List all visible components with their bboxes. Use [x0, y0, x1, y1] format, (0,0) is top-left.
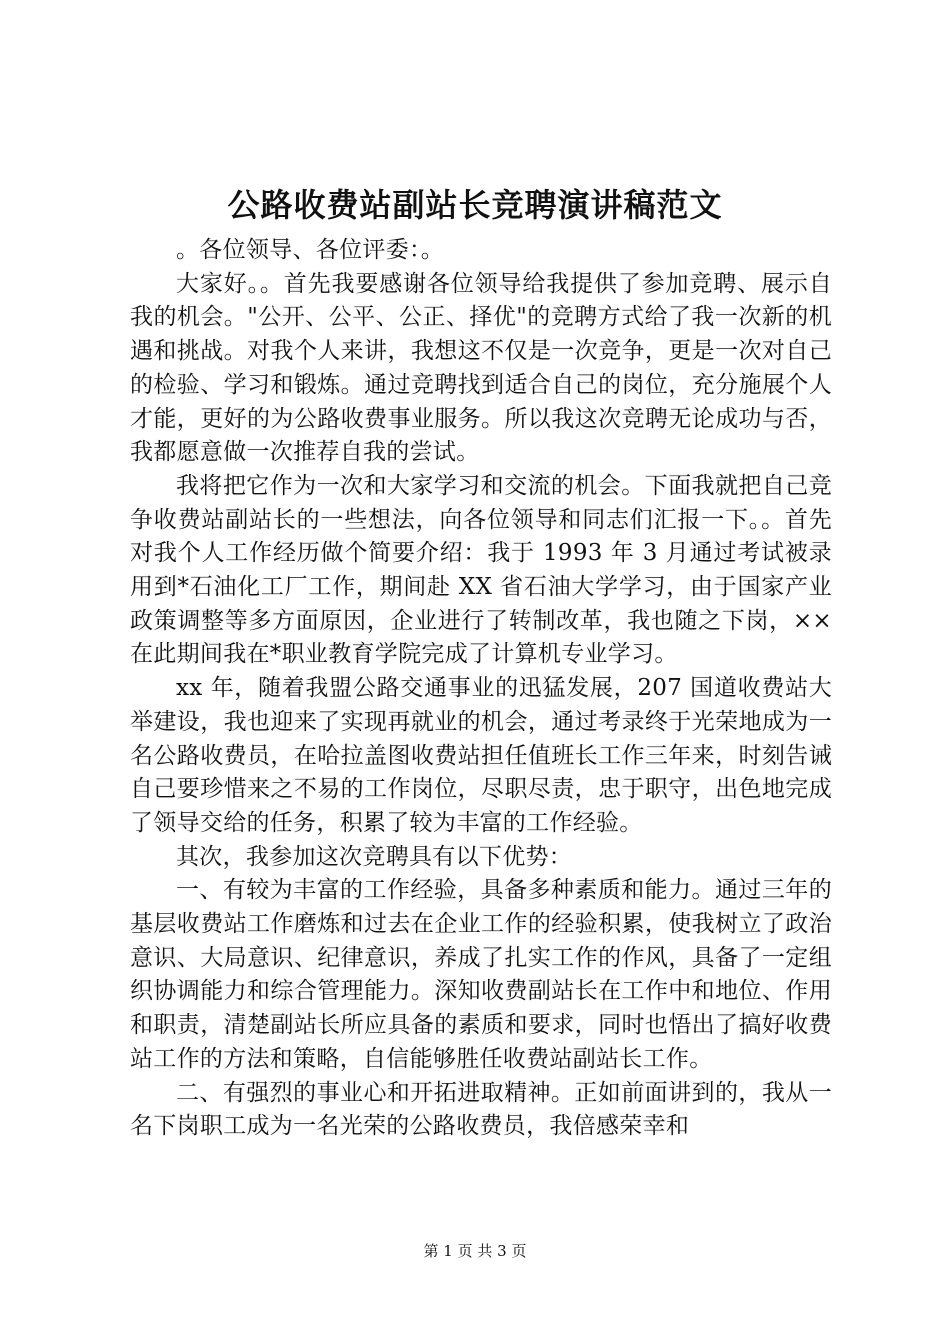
paragraph-advantages-intro: 其次，我参加这次竞聘具有以下优势：	[176, 843, 573, 870]
document-title: 公路收费站副站长竞聘演讲稿范文	[227, 186, 723, 224]
paragraph-opening: 大家好。。首先我要感谢各位领导给我提供了参加竞聘、展示自我的机会。"公开、公平、公正、择优"的竞聘方式给了我一次新的机遇和挑战。对我个人来讲，我想这不仅是一次竞争，更是一次对自己的检验、学习和锻炼。通过竞聘找到适合自己的岗位，充分施展个人才能，更好的为公路收费事业服务。所以我这次竞聘无论成功与否，我都愿意做一次推荐自我的尝试。	[130, 270, 832, 466]
document-body	[130, 234, 832, 1144]
paragraph-experience: 我将把它作为一次和大家学习和交流的机会。下面我就把自己竞争收费站副站长的一些想法，向各位领导和同志们汇报一下。。首先对我个人工作经历做个简要介绍：我于 1993 年 3 月通过考试被录用到*石油化工厂工作，期间赴 XX 省石油大学学习，由于国家产业政策调整等多方面原因，企业进行了转制改革，我也随之下岗，××在此期间我在*职业教育学院完成了计算机专业学习。	[130, 472, 832, 668]
paragraph-advantage-two: 二、有强烈的事业心和开拓进取精神。正如前面讲到的，我从一名下岗职工成为一名光荣的公路收费员，我倍感荣幸和	[130, 1079, 832, 1140]
paragraph-reemployment: xx 年，随着我盟公路交通事业的迅猛发展，207 国道收费站大举建设，我也迎来了实现再就业的机会，通过考录终于光荣地成为一名公路收费员，在哈拉盖图收费站担任值班长工作三年来，时刻告诫自己要珍惜来之不易的工作岗位，尽职尽责，忠于职守，出色地完成了领导交给的任务，积累了较为丰富的工作经验。	[130, 675, 832, 836]
page-number-footer: 第 1 页 共 3 页	[423, 1242, 527, 1260]
paragraph-advantage-one: 一、有较为丰富的工作经验，具备多种素质和能力。通过三年的基层收费站工作磨炼和过去在企业工作的经验积累，使我树立了政治意识、大局意识、纪律意识，养成了扎实工作的作风，具备了一定组织协调能力和综合管理能力。深知收费副站长在工作中和地位、作用和职责，清楚副站长所应具备的素质和要求，同时也悟出了搞好收费站工作的方法和策略，自信能够胜任收费站副站长工作。	[130, 877, 832, 1072]
paragraph-greeting: 。各位领导、各位评委：。	[176, 237, 445, 263]
